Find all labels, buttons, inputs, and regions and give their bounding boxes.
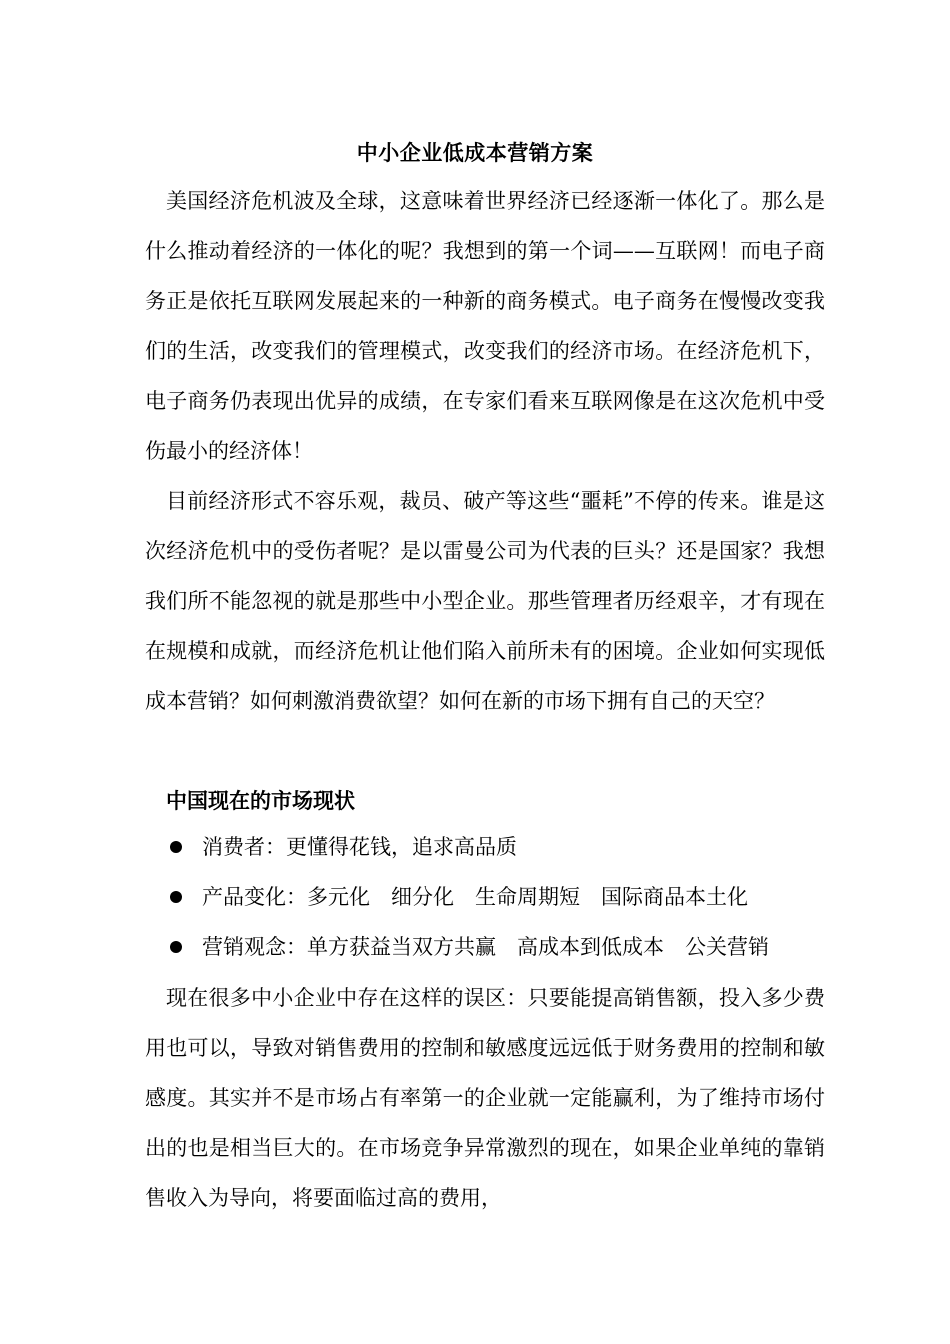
bullet-icon: [170, 891, 182, 903]
list-item: [166, 922, 769, 972]
bullet-icon: [170, 941, 182, 953]
document-title: 中小企业低成本营销方案: [356, 140, 594, 165]
market-status-list: [166, 822, 769, 972]
list-item: [166, 872, 769, 922]
list-item: [166, 822, 769, 872]
list-item-text: 产品变化：多元化 细分化 生命周期短 国际商品本土化: [202, 885, 748, 909]
second-paragraph: 目前经济形式不容乐观，裁员、破产等这些“噩耗”不停的传来。谁是这次经济危机中的受伤者呢？是以雷曼公司为代表的巨头？还是国家？我想我们所不能忽视的就是那些中小型企业。那些管理者历经艰辛，才有现在在规模和成就，而经济危机让他们陷入前所未有的困境。企业如何实现低成本营销？如何刺激消费欲望？如何在新的市场下拥有自己的天空？: [145, 489, 825, 713]
list-item-text: 消费者：更懂得花钱，追求高品质: [202, 835, 517, 859]
closing-paragraph: 现在很多中小企业中存在这样的误区：只要能提高销售额，投入多少费用也可以，导致对销售费用的控制和敏感度远远低于财务费用的控制和敏感度。其实并不是市场占有率第一的企业就一定能赢利，为了维持市场付出的也是相当巨大的。在市场竞争异常激烈的现在，如果企业单纯的靠销售收入为导向，将要面临过高的费用，: [145, 986, 825, 1210]
bullet-icon: [170, 841, 182, 853]
section-heading: 中国现在的市场现状: [166, 788, 355, 813]
list-item-text: 营销观念：单方获益当双方共赢 高成本到低成本 公关营销: [202, 935, 769, 959]
intro-paragraph: 美国经济危机波及全球，这意味着世界经济已经逐渐一体化了。那么是什么推动着经济的一体化的呢？我想到的第一个词——互联网！而电子商务正是依托互联网发展起来的一种新的商务模式。电子商务在慢慢改变我们的生活，改变我们的管理模式，改变我们的经济市场。在经济危机下，电子商务仍表现出优异的成绩，在专家们看来互联网像是在这次危机中受伤最小的经济体！: [145, 189, 825, 463]
